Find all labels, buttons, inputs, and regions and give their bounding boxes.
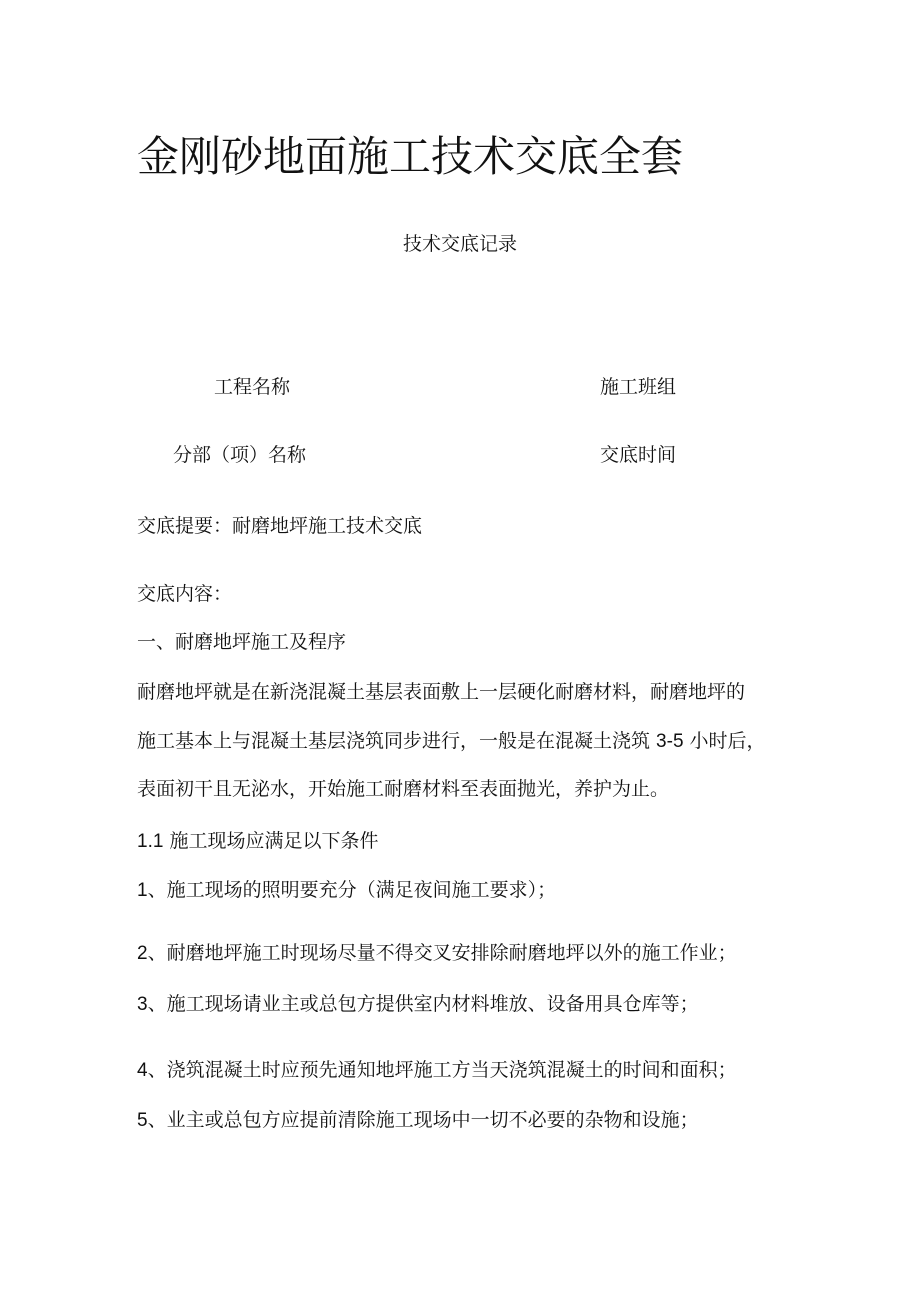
subsection-heading bbox=[137, 827, 378, 856]
document-subtitle: 技术交底记录 bbox=[402, 233, 517, 255]
condition-number: 2 bbox=[137, 943, 148, 964]
condition-number: 5 bbox=[137, 1110, 148, 1131]
condition-item-3 bbox=[137, 990, 699, 1019]
paragraph-line-3: 表面初干且无泌水，开始施工耐磨材料至表面抛光，养护为止。 bbox=[137, 778, 670, 800]
paragraph-line-2-part-b: 小时后， bbox=[683, 730, 766, 752]
condition-text: 、耐磨地坪施工时现场尽量不得交叉安排除耐磨地坪以外的施工作业； bbox=[147, 942, 737, 964]
condition-text: 、施工现场请业主或总包方提供室内材料堆放、设备用具仓库等； bbox=[147, 993, 699, 1015]
condition-text: 、业主或总包方应提前清除施工现场中一切不必要的杂物和设施； bbox=[147, 1109, 699, 1131]
hours-range-value: 3-5 bbox=[656, 731, 684, 752]
condition-text: 、浇筑混凝土时应预先通知地坪施工方当天浇筑混凝土的时间和面积； bbox=[147, 1059, 737, 1081]
condition-item-2 bbox=[137, 939, 737, 968]
paragraph-line-1: 耐磨地坪就是在新浇混凝土基层表面敷上一层硬化耐磨材料，耐磨地坪的 bbox=[137, 681, 746, 703]
content-heading: 交底内容： bbox=[137, 583, 233, 605]
project-name-label: 工程名称 bbox=[214, 376, 291, 398]
condition-number: 4 bbox=[137, 1060, 148, 1081]
document-title: 金刚砂地面施工技术交底全套 bbox=[137, 132, 684, 181]
subsection-name-label: 分部（项）名称 bbox=[173, 444, 307, 466]
condition-number: 1 bbox=[137, 880, 148, 901]
paragraph-line-2 bbox=[137, 727, 766, 756]
construction-team-label: 施工班组 bbox=[600, 376, 677, 398]
condition-item-4 bbox=[137, 1056, 737, 1085]
condition-text: 、施工现场的照明要充分（满足夜间施工要求）； bbox=[147, 879, 557, 901]
subsection-title: 施工现场应满足以下条件 bbox=[163, 830, 379, 852]
condition-number: 3 bbox=[137, 994, 148, 1015]
subsection-number: 1.1 bbox=[137, 831, 164, 852]
section-heading: 一、耐磨地坪施工及程序 bbox=[137, 631, 347, 653]
handover-time-label: 交底时间 bbox=[600, 444, 677, 466]
paragraph-line-2-part-a: 施工基本上与混凝土基层浇筑同步进行，一般是在混凝土浇筑 bbox=[137, 730, 657, 752]
handover-summary: 交底提要：耐磨地坪施工技术交底 bbox=[137, 515, 423, 537]
condition-item-1 bbox=[137, 876, 556, 905]
condition-item-5 bbox=[137, 1106, 699, 1135]
